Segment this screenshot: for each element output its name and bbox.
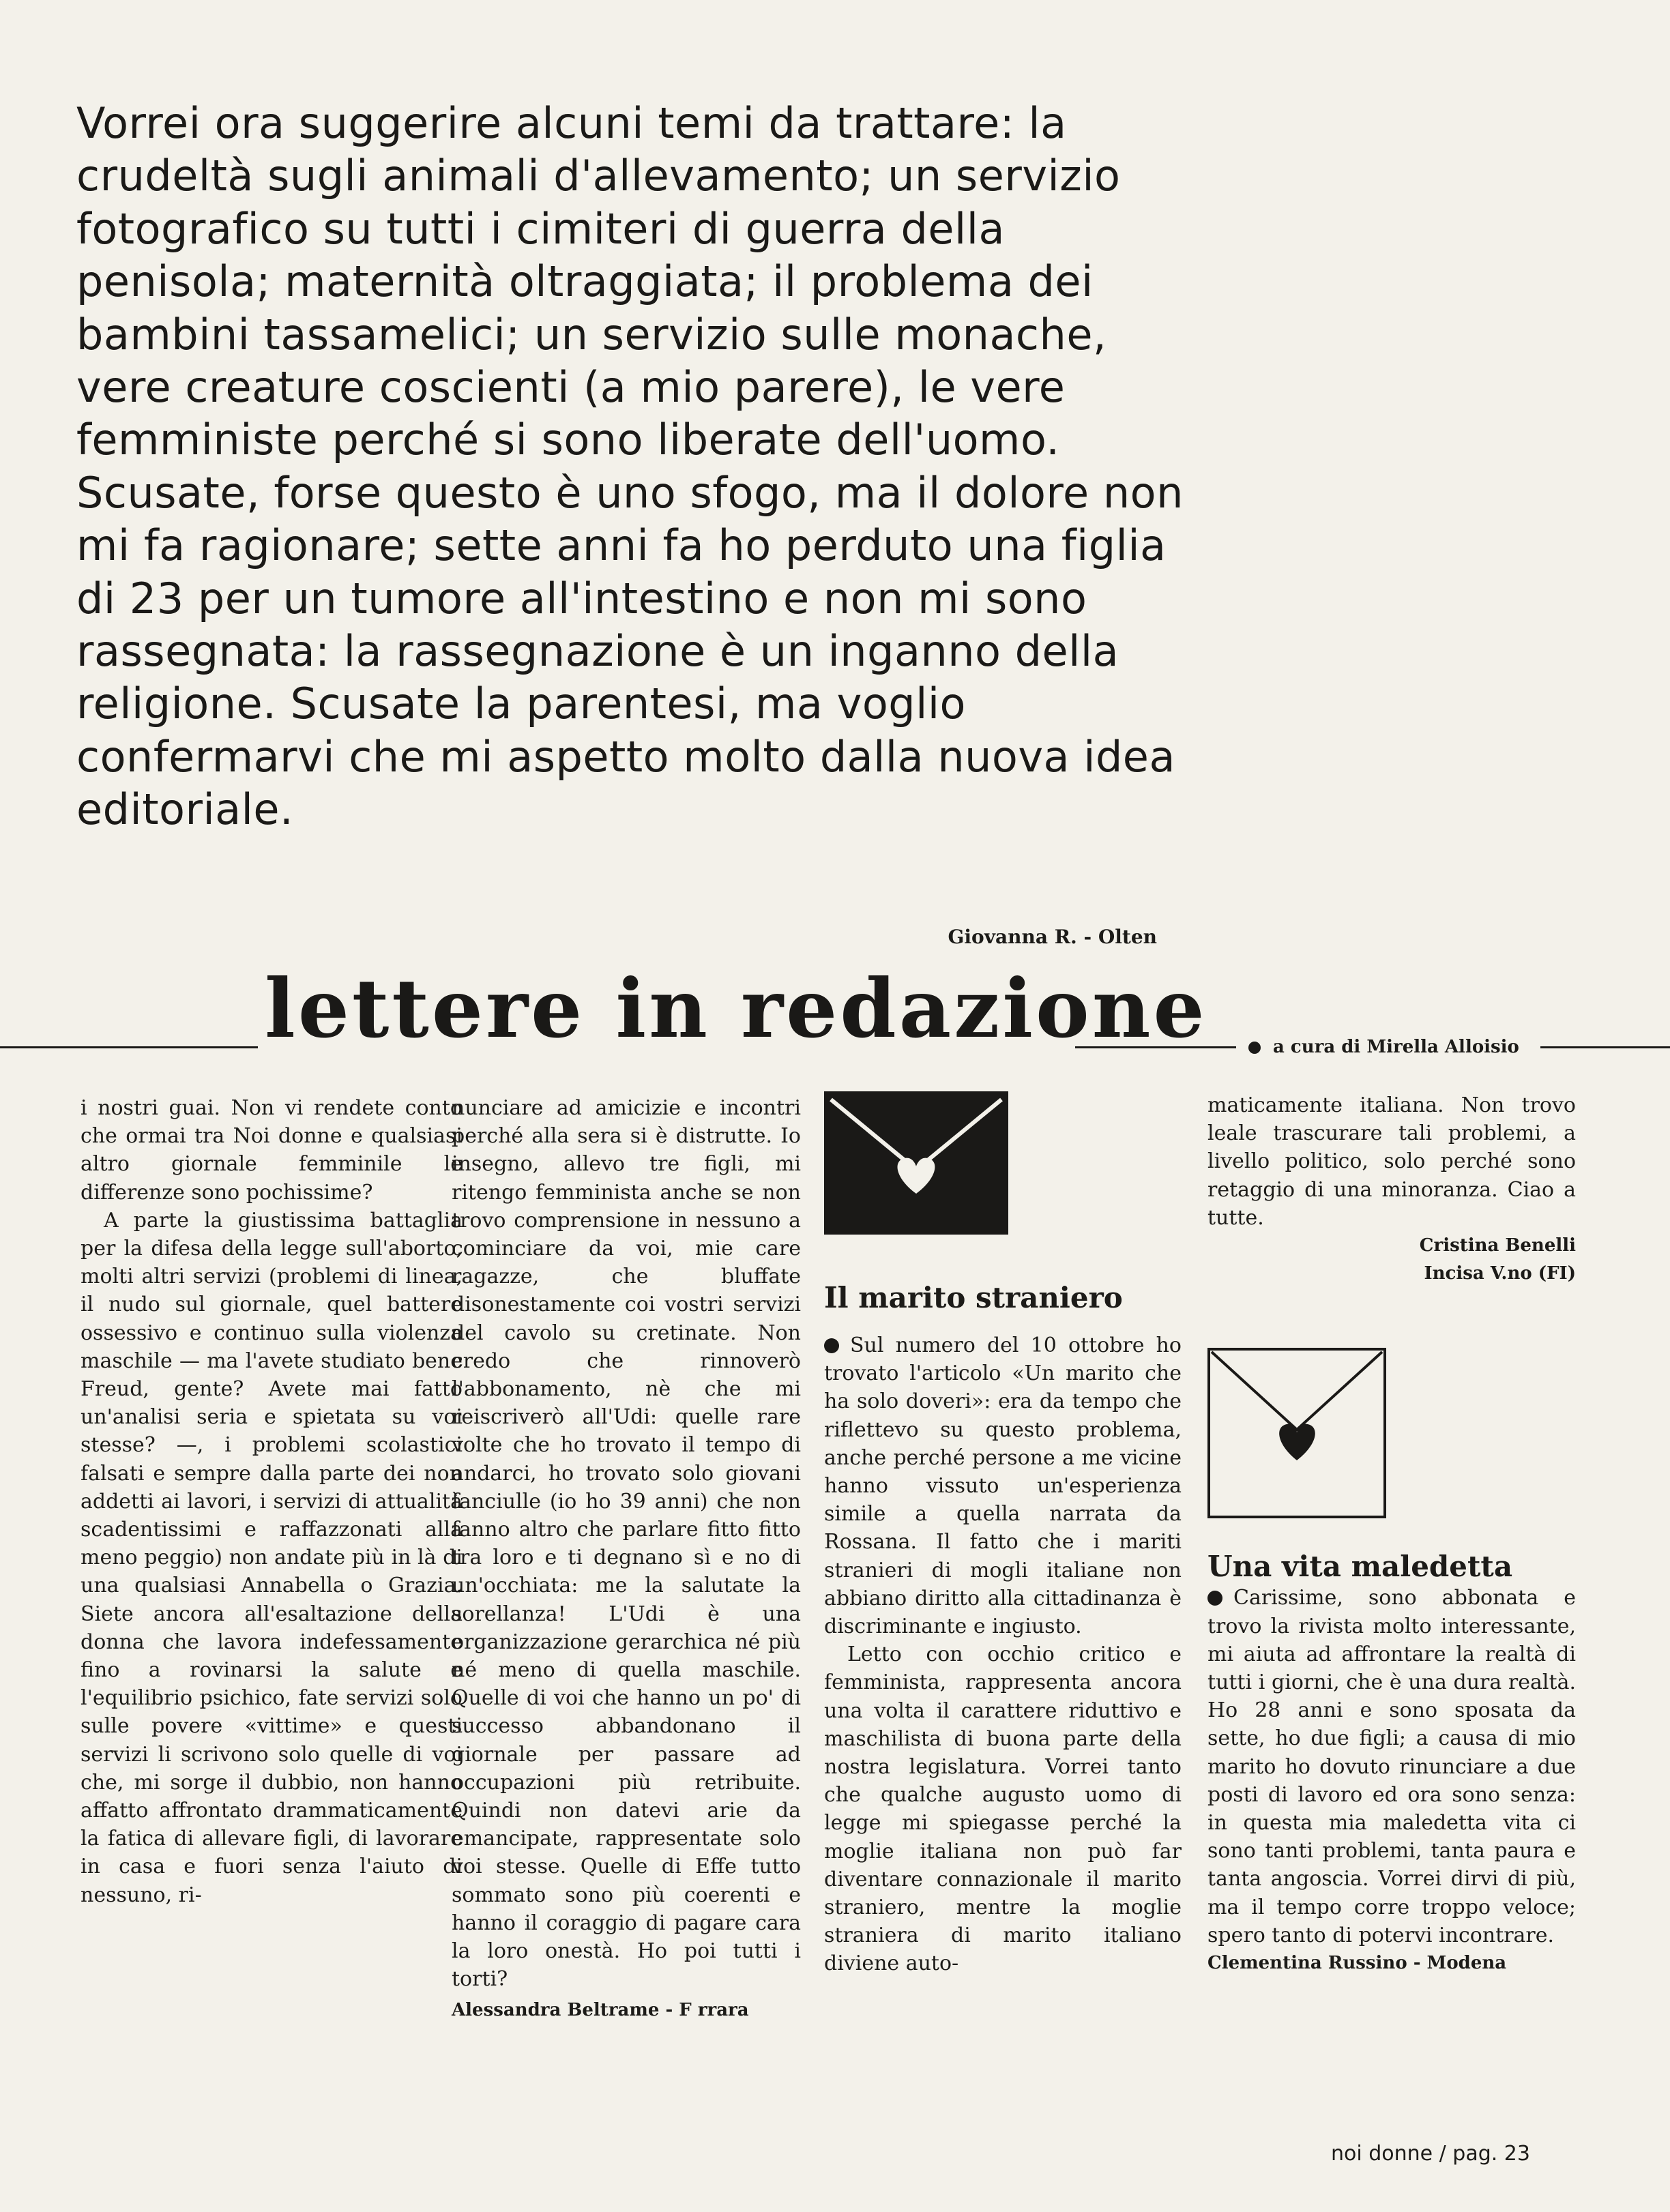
section-masthead: lettere in redazione xyxy=(265,961,1207,1056)
envelope-heart-dark-icon xyxy=(824,1091,1008,1235)
column-4-signature: Clementina Russino - Modena xyxy=(1207,1953,1507,1974)
signature-place: Incisa V.no (FI) xyxy=(1424,1263,1576,1284)
column-4-paragraph-2 xyxy=(1207,1584,1576,1949)
bullet-dot-icon xyxy=(1207,1591,1222,1606)
column-1-paragraph-1: i nostri guai. Non vi rendete conto che ormai tra Noi donne e qualsiasi altro giornale femminile le differenze sono pochissime? xyxy=(80,1096,463,1205)
column-3-paragraph-1 xyxy=(824,1331,1182,1640)
curator-credit xyxy=(1248,1037,1519,1057)
column-4-paragraph-2-text: Carissime, sono abbonata e trovo la rivista molto interessante, mi aiuta ad affrontare la realtà di tutti i giorni, che è una dura realtà. Ho 28 anni e sono sposata da sette, ho due figli; a causa di mio marito ho dovuto rinunciare a due posti di lavoro ed ora sono senza: in questa mia maledetta vita ci sono tanti problemi, tanta paura e tanta angoscia. Vorrei dirvi di più, ma il tempo corre troppo veloce; spero tanto di potervi incontrare. xyxy=(1207,1586,1576,1947)
page-footer: noi donne / pag. 23 xyxy=(1330,2142,1530,2166)
envelope-heart-light-icon xyxy=(1207,1348,1386,1518)
column-1 xyxy=(80,1094,463,1909)
heading-una-vita-maledetta: Una vita maledetta xyxy=(1207,1550,1513,1584)
column-2 xyxy=(452,1094,801,2024)
bullet-dot-icon xyxy=(824,1338,839,1353)
column-3-paragraph-1-text: Sul numero del 10 ottobre ho trovato l'articolo «Un marito che ha solo doveri»: era da tempo che riflettevo su questo problema, anche perché persone a me vicine hanno vissuto un'esperienza simile a quella narrata da Rossana. Il fatto che i mariti stranieri di mogli italiane non abbiano diritto alla cittadinanza è discriminante e ingiusto. xyxy=(824,1333,1182,1639)
heading-il-marito-straniero: Il marito straniero xyxy=(824,1281,1123,1314)
column-3-paragraph-2: Letto con occhio critico e femminista, rappresenta ancora una volta il carattere riduttivo e maschilista di buona parte della nostra legislatura. Vorrei tanto che qualche augusto uomo di legge mi spiegasse perché la moglie italiana non può far diventare connazionale il marito straniero, mentre la moglie straniera di marito italiano diviene auto- xyxy=(824,1642,1182,1976)
column-1-paragraph-2: A parte la giustissima battaglia per la difesa della legge sull'aborto, molti altri servizi (problemi di linea, il nudo sul giornale, quel battere ossessivo e continuo sulla violenza maschile — ma l'avete studiato bene Freud, gente? Avete mai fatto un'analisi seria e spietata su voi stesse? —, i problemi scolastici falsati e sempre dalla parte dei non addetti ai lavori, i servizi di attualità scadentissimi e raffazzonati alla meno peggio) non andate più in là di una qualsiasi Annabella o Grazia. Siete ancora all'esaltazione della donna che lavora indefessamente fino a rovinarsi la salute e l'equilibrio psichico, fate servizi solo sulle povere «vittime» e questi servizi li scrivono solo quelle di voi che, mi sorge il dubbio, non hanno affatto affrontato drammaticamente la fatica di allevare figli, di lavorare in casa e fuori senza l'aiuto di nessuno, ri- xyxy=(80,1208,463,1907)
signature-name: Cristina Benelli xyxy=(1419,1235,1576,1256)
masthead-rule-right xyxy=(1540,1046,1670,1048)
masthead-rule-left xyxy=(0,1046,258,1048)
bullet-dot-icon xyxy=(1248,1042,1261,1054)
lead-letter-signature: Giovanna R. - Olten xyxy=(948,926,1157,948)
column-4-paragraph-1: maticamente italiana. Non trovo leale trascurare tali problemi, a livello politico, solo perché sono retaggio di una minoranza. Ciao a tutte. xyxy=(1207,1093,1576,1230)
column-2-signature: Alessandra Beltrame - F rrara xyxy=(452,1999,749,2020)
lead-letter-text: Vorrei ora suggerire alcuni temi da trattare: la crudeltà sugli animali d'allevamento; un servizio fotografico su tutti i cimiteri di guerra della penisola; maternità oltraggiata; il problema dei bambini tassamelici; un servizio sulle monache, vere creature coscienti (a mio parere), le vere femministe perché si sono liberate dell'uomo. Scusate, forse questo è uno sfogo, ma il dolore non mi fa ragionare; sette anni fa ho perduto una figlia di 23 per un tumore all'intestino e non mi sono rassegnata: la rassegnazione è un inganno della religione. Scusate la parentesi, ma voglio confermarvi che mi aspetto molto dalla nuova idea editoriale. xyxy=(76,98,1184,835)
column-3 xyxy=(824,1091,1182,1978)
column-4 xyxy=(1207,1091,1576,1977)
column-2-paragraph-1: nunciare ad amicizie e incontri perché alla sera si è distrutte. Io insegno, allevo tre figli, mi ritengo femminista anche se non trovo comprensione in nessuno a cominciare da voi, mie care ragazze, che bluffate disonestamente coi vostri servizi del cavolo su cretinate. Non credo che rinnoverò l'abbonamento, nè che mi reiscriverò all'Udi: quelle rare volte che ho trovato il tempo di andarci, ho trovato solo giovani fanciulle (io ho 39 anni) che non fanno altro che parlare fitto fitto tra loro e ti degnano sì e no di un'occhiata: me la salutate la sorellanza! L'Udi è una organizzazione gerarchica né più né meno di quella maschile. Quelle di voi che hanno un po' di successo abbandonano il giornale per passare ad occupazioni più retribuite. Quindi non datevi arie da emancipate, rappresentate solo voi stesse. Quelle di Effe tutto sommato sono più coerenti e hanno il coraggio di pagare cara la loro onestà. Ho poi tutti i torti? xyxy=(452,1096,801,1992)
curator-text: a cura di Mirella Alloisio xyxy=(1273,1037,1519,1057)
